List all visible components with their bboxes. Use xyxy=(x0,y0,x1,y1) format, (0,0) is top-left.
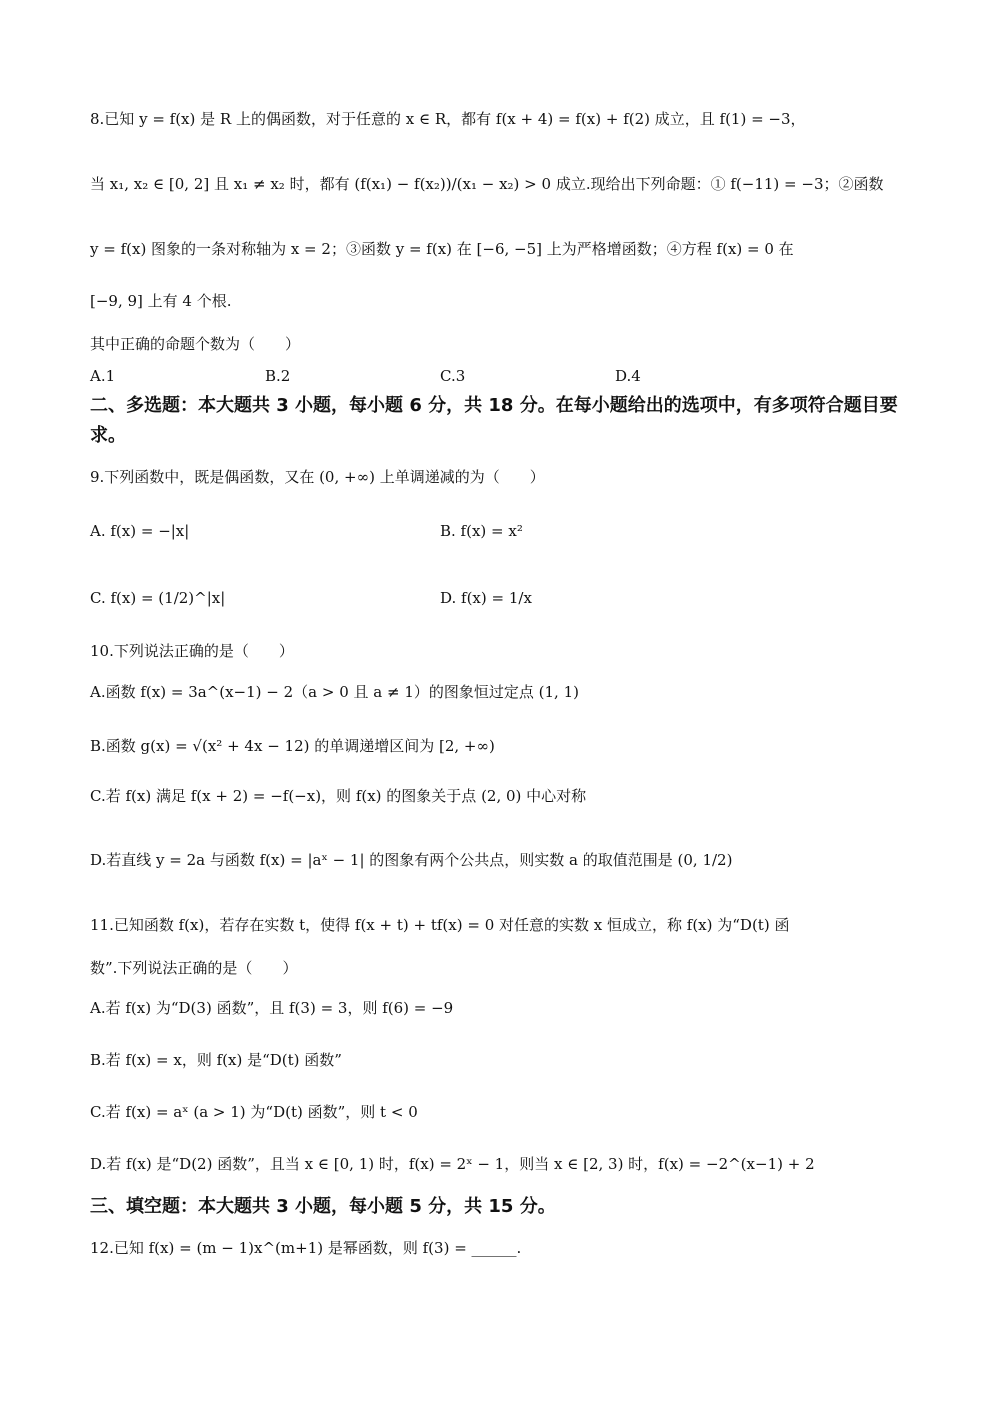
q9-option-a: A. f(x) = −|x| xyxy=(90,522,190,540)
q10-option-a: A.函数 f(x) = 3a^(x−1) − 2（a > 0 且 a ≠ 1）的图象恒过定点 (1, 1) xyxy=(90,683,579,701)
q8-ask: 其中正确的命题个数为（ ） xyxy=(90,335,301,353)
q9-option-c: C. f(x) = (1/2)^|x| xyxy=(90,589,226,607)
q8-line-1: 8.已知 y = f(x) 是 R 上的偶函数，对于任意的 x ∈ R，都有 f(x + 4) = f(x) + f(2) 成立，且 f(1) = −3， xyxy=(90,110,806,128)
q11-option-a: A.若 f(x) 为“D(3) 函数”，且 f(3) = 3，则 f(6) = −9 xyxy=(90,999,454,1017)
q10-option-b: B.函数 g(x) = √(x² + 4x − 12) 的单调递增区间为 [2, +∞) xyxy=(90,737,495,755)
q11-stem-line-2: 数”.下列说法正确的是（ ） xyxy=(90,959,298,977)
q11-option-c: C.若 f(x) = aˣ (a > 1) 为“D(t) 函数”，则 t < 0 xyxy=(90,1103,418,1121)
q9-stem: 9.下列函数中，既是偶函数，又在 (0, +∞) 上单调递减的为（ ） xyxy=(90,468,545,486)
q12-stem: 12.已知 f(x) = (m − 1)x^(m+1) 是幂函数，则 f(3) = ______. xyxy=(90,1239,522,1257)
q8-option-c: C.3 xyxy=(440,367,466,385)
section-2-heading: 二、多选题：本大题共 3 小题，每小题 6 分，共 18 分。在每小题给出的选项中，有多项符合题目要求。 xyxy=(90,395,898,446)
q9-option-b: B. f(x) = x² xyxy=(440,522,523,540)
q8-line-4: [−9, 9] 上有 4 个根. xyxy=(90,292,232,310)
section-3-heading: 三、填空题：本大题共 3 小题，每小题 5 分，共 15 分。 xyxy=(90,1196,556,1217)
q10-stem: 10.下列说法正确的是（ ） xyxy=(90,642,294,660)
q9-option-d: D. f(x) = 1/x xyxy=(440,589,532,607)
q8-option-a: A.1 xyxy=(90,367,116,385)
q11-option-b: B.若 f(x) = x，则 f(x) 是“D(t) 函数” xyxy=(90,1051,342,1069)
q8-line-2: 当 x₁, x₂ ∈ [0, 2] 且 x₁ ≠ x₂ 时，都有 (f(x₁) − f(x₂))/(x₁ − x₂) > 0 成立.现给出下列命题：① f(−11) = −3；②函数 xyxy=(90,175,884,193)
q10-option-c: C.若 f(x) 满足 f(x + 2) = −f(−x)，则 f(x) 的图象关于点 (2, 0) 中心对称 xyxy=(90,787,587,805)
q11-stem-line-1: 11.已知函数 f(x)，若存在实数 t，使得 f(x + t) + tf(x) = 0 对任意的实数 x 恒成立，称 f(x) 为“D(t) 函 xyxy=(90,916,790,934)
q11-option-d: D.若 f(x) 是“D(2) 函数”，且当 x ∈ [0, 1) 时，f(x) = 2ˣ − 1，则当 x ∈ [2, 3) 时，f(x) = −2^(x−1) + 2 xyxy=(90,1155,815,1173)
q8-line-3: y = f(x) 图象的一条对称轴为 x = 2；③函数 y = f(x) 在 [−6, −5] 上为严格增函数；④方程 f(x) = 0 在 xyxy=(90,240,794,258)
q10-option-d: D.若直线 y = 2a 与函数 f(x) = |aˣ − 1| 的图象有两个公共点，则实数 a 的取值范围是 (0, 1/2) xyxy=(90,851,733,869)
q8-option-b: B.2 xyxy=(265,367,291,385)
q8-option-d: D.4 xyxy=(615,367,641,385)
